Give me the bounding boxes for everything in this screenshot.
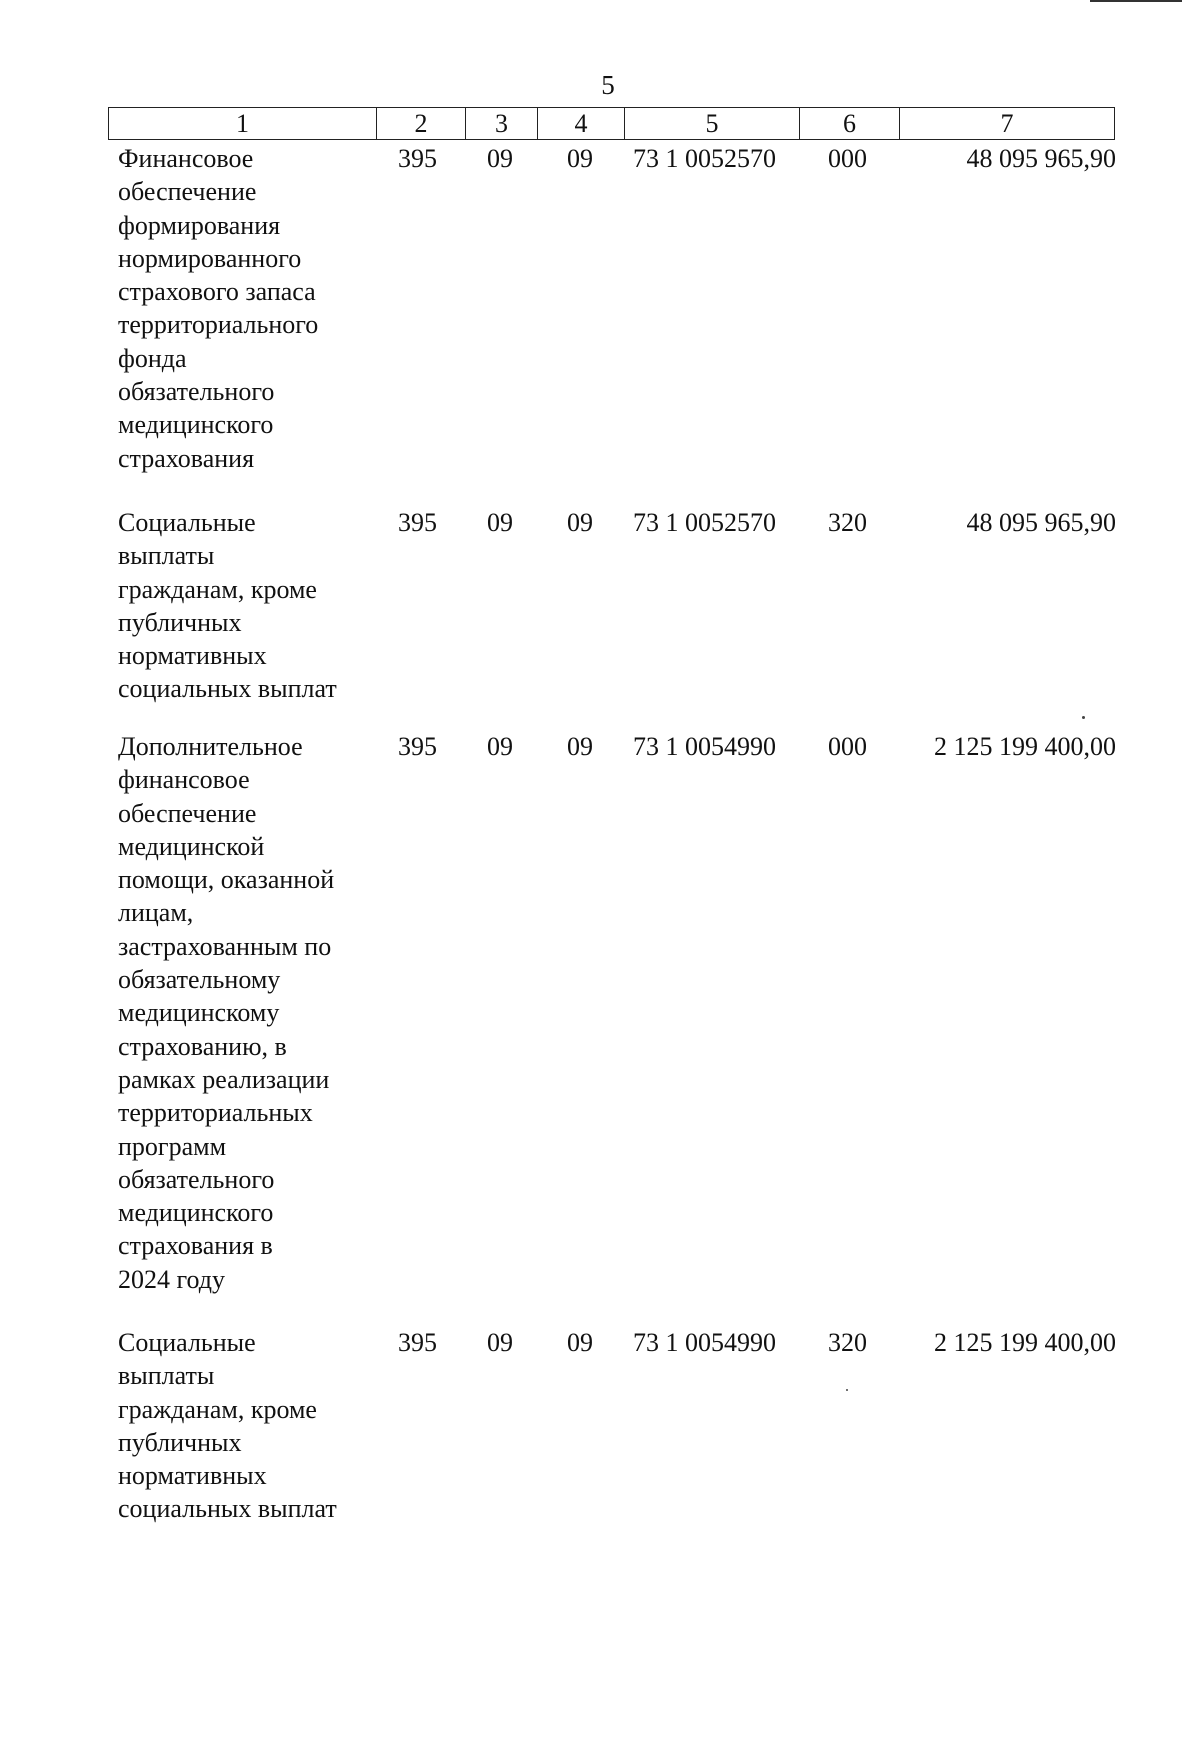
- row-col-4: 09: [567, 144, 593, 173]
- row-name-line: гражданам, кроме: [118, 574, 317, 604]
- row-name-line: нормативных: [118, 1461, 267, 1491]
- row-col-5: 73 1 0052570: [633, 508, 776, 537]
- row-col-4: 09: [567, 1328, 593, 1357]
- row-name-line: нормированного: [118, 243, 302, 273]
- row-col-6: 320: [828, 1328, 867, 1357]
- row-name-line: медицинского: [118, 1198, 274, 1228]
- header-col-2: 2: [377, 108, 466, 140]
- row-name-line: социальных выплат: [118, 674, 337, 704]
- row-name-line: обязательному: [118, 965, 281, 995]
- scan-speck: [846, 1389, 848, 1391]
- row-name-cell: [118, 730, 368, 1296]
- row-col-4: 09: [567, 732, 593, 761]
- row-name-line: выплаты: [118, 1361, 215, 1391]
- row-amount: 48 095 965,90: [966, 144, 1116, 173]
- header-col-1: 1: [109, 108, 377, 140]
- row-name-line: территориальных: [118, 1098, 313, 1128]
- row-name-line: медицинского: [118, 410, 274, 440]
- row-col-2: 395: [398, 144, 437, 173]
- row-col-5: 73 1 0054990: [633, 732, 776, 761]
- row-col-6: 320: [828, 508, 867, 537]
- row-name-line: обязательного: [118, 1164, 275, 1194]
- row-amount: 2 125 199 400,00: [934, 732, 1116, 761]
- row-name-line: программ: [118, 1131, 227, 1161]
- row-name-line: публичных: [118, 607, 242, 637]
- row-name-line: обеспечение: [118, 177, 257, 207]
- row-name-line: нормативных: [118, 641, 267, 671]
- row-name-line: Финансовое: [118, 144, 254, 173]
- row-col-2: 395: [398, 1328, 437, 1357]
- header-col-5: 5: [625, 108, 800, 140]
- row-col-5: 73 1 0052570: [633, 144, 776, 173]
- row-name-line: обязательного: [118, 377, 275, 407]
- column-number-header: [108, 107, 1115, 140]
- row-name-cell: [118, 142, 368, 475]
- row-name-line: формирования: [118, 210, 281, 240]
- row-amount: 48 095 965,90: [966, 508, 1116, 537]
- corner-scan-mark: [1090, 0, 1182, 5]
- row-col-5: 73 1 0054990: [633, 1328, 776, 1357]
- row-name-line: территориального: [118, 310, 319, 340]
- row-col-2: 395: [398, 732, 437, 761]
- header-col-3: 3: [466, 108, 538, 140]
- row-name-cell: [118, 1326, 368, 1526]
- row-name-line: 2024 году: [118, 1264, 225, 1294]
- header-col-4: 4: [538, 108, 625, 140]
- row-col-4: 09: [567, 508, 593, 537]
- header-col-6: 6: [800, 108, 900, 140]
- row-name-line: страхового запаса: [118, 277, 316, 307]
- row-name-line: помощи, оказанной: [118, 865, 335, 895]
- row-name-line: страхования в: [118, 1231, 273, 1261]
- page-number: 5: [601, 70, 615, 100]
- row-amount: 2 125 199 400,00: [934, 1328, 1116, 1357]
- row-name-line: Социальные: [118, 1328, 256, 1357]
- row-name-line: медицинскому: [118, 998, 280, 1028]
- row-name-line: застрахованным по: [118, 931, 332, 961]
- header-row: [109, 108, 1115, 140]
- row-name-line: обеспечение: [118, 798, 257, 828]
- row-name-line: Социальные: [118, 508, 256, 537]
- row-col-6: 000: [828, 144, 867, 173]
- row-name-line: социальных выплат: [118, 1494, 337, 1524]
- header-col-7: 7: [900, 108, 1115, 140]
- row-name-line: фонда: [118, 343, 187, 373]
- row-name-line: страхованию, в: [118, 1031, 287, 1061]
- row-name-line: публичных: [118, 1427, 242, 1457]
- row-name-cell: [118, 506, 368, 706]
- row-name-line: страхования: [118, 443, 255, 473]
- row-col-3: 09: [487, 732, 513, 761]
- row-col-2: 395: [398, 508, 437, 537]
- row-col-3: 09: [487, 1328, 513, 1357]
- row-name-line: выплаты: [118, 541, 215, 571]
- row-name-line: медицинской: [118, 831, 265, 861]
- scan-speck: [1082, 716, 1085, 719]
- row-name-line: Дополнительное: [118, 732, 303, 761]
- row-col-6: 000: [828, 732, 867, 761]
- row-col-3: 09: [487, 508, 513, 537]
- row-name-line: рамках реализации: [118, 1064, 330, 1094]
- row-name-line: лицам,: [118, 898, 194, 928]
- row-name-line: финансовое: [118, 765, 250, 795]
- row-name-line: гражданам, кроме: [118, 1394, 317, 1424]
- row-col-3: 09: [487, 144, 513, 173]
